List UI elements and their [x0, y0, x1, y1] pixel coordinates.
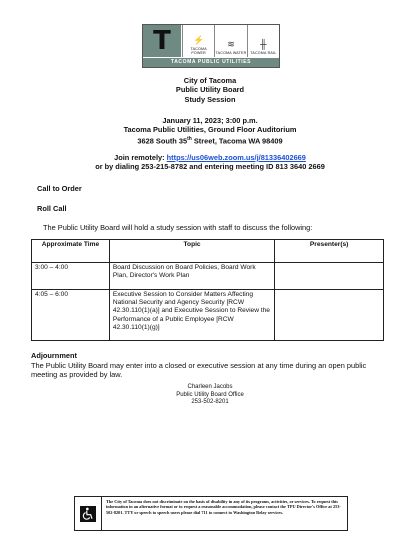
- signature-name: Charleen Jacobs: [187, 384, 233, 390]
- logo-t-mark: T: [143, 25, 181, 57]
- meeting-details: [0, 116, 420, 146]
- document-header: [0, 76, 420, 104]
- logo-divisions: [182, 25, 279, 57]
- row-presenter: [275, 263, 384, 290]
- agenda-table: [31, 239, 384, 341]
- table-row: [32, 263, 384, 290]
- row-presenter: [275, 290, 384, 341]
- water-drop-icon: ≋: [227, 39, 235, 49]
- table-row: [32, 290, 384, 341]
- header-session: Study Session: [184, 94, 236, 104]
- rail-track-icon: ╫: [260, 39, 267, 49]
- meeting-venue: Tacoma Public Utilities, Ground Floor Auditorium: [123, 125, 297, 135]
- row-topic: Executive Session to Consider Matters Affecting National Security and Agency Security [RCW 42.30.110(1)(a)] and Executive Session to Review the Performance of a Public Employee [RCW 42.30.110(1)(g)]: [109, 290, 274, 341]
- roll-call-heading: Roll Call: [37, 204, 67, 213]
- logo-division-power: ⚡ TACOMA POWER: [182, 25, 214, 57]
- adjournment-heading: Adjournment: [31, 351, 77, 360]
- signature-phone: 253-502-8201: [191, 399, 229, 406]
- join-label: Join remotely:: [114, 153, 167, 162]
- intro-text: The Public Utility Board will hold a study session with staff to discuss the following:: [43, 223, 313, 232]
- signature-block: [0, 384, 420, 407]
- logo-division-water: ≋ TACOMA WATER: [214, 25, 246, 57]
- adjournment-text: The Public Utility Board may enter into a closed or executive session at any time during an open public meeting as provided by law.: [31, 361, 367, 380]
- dial-in-text: or by dialing 253-215-8782 and entering meeting ID 813 3640 2669: [95, 162, 325, 172]
- logo-division-rail: ╫ TACOMA RAIL: [247, 25, 279, 57]
- header-city: City of Tacoma: [183, 76, 237, 85]
- accessibility-footer: [74, 496, 348, 531]
- call-to-order-heading: Call to Order: [37, 184, 82, 193]
- header-presenter: Presenter(s): [275, 240, 384, 263]
- row-time: 4:05 – 6:00: [32, 290, 110, 341]
- row-topic: Board Discussion on Board Policies, Board Work Plan, Director's Work Plan: [109, 263, 274, 290]
- remote-join: [0, 153, 420, 172]
- row-time: 3:00 – 4:00: [32, 263, 110, 290]
- header-time: Approximate Time: [32, 240, 110, 263]
- agenda-header-row: [32, 240, 384, 263]
- header-board: Public Utility Board: [175, 85, 245, 95]
- header-topic: Topic: [109, 240, 274, 263]
- accessibility-notice: The City of Tacoma does not discriminate on the basis of disability in any of its programs, activities, or services. To request this information in an alternative format or to request a reasonable accommodation, please contact the TPU Director's Office at 253-502-8201. TTY or speech to speech users please dial 711 to connect to Washington Relay services.: [106, 499, 341, 515]
- wheelchair-accessibility-icon: [80, 506, 96, 522]
- meeting-address: 3628 South 35th Street, Tacoma WA 98409: [137, 135, 283, 146]
- signature-office: Public Utility Board Office: [176, 391, 244, 398]
- power-tower-icon: ⚡: [193, 35, 205, 45]
- tacoma-public-utilities-logo: [142, 24, 280, 68]
- meeting-datetime: January 11, 2023; 3:00 p.m.: [162, 116, 258, 125]
- zoom-link[interactable]: https://us06web.zoom.us/j/81336402669: [166, 153, 306, 162]
- logo-banner: TACOMA PUBLIC UTILITIES: [143, 58, 279, 67]
